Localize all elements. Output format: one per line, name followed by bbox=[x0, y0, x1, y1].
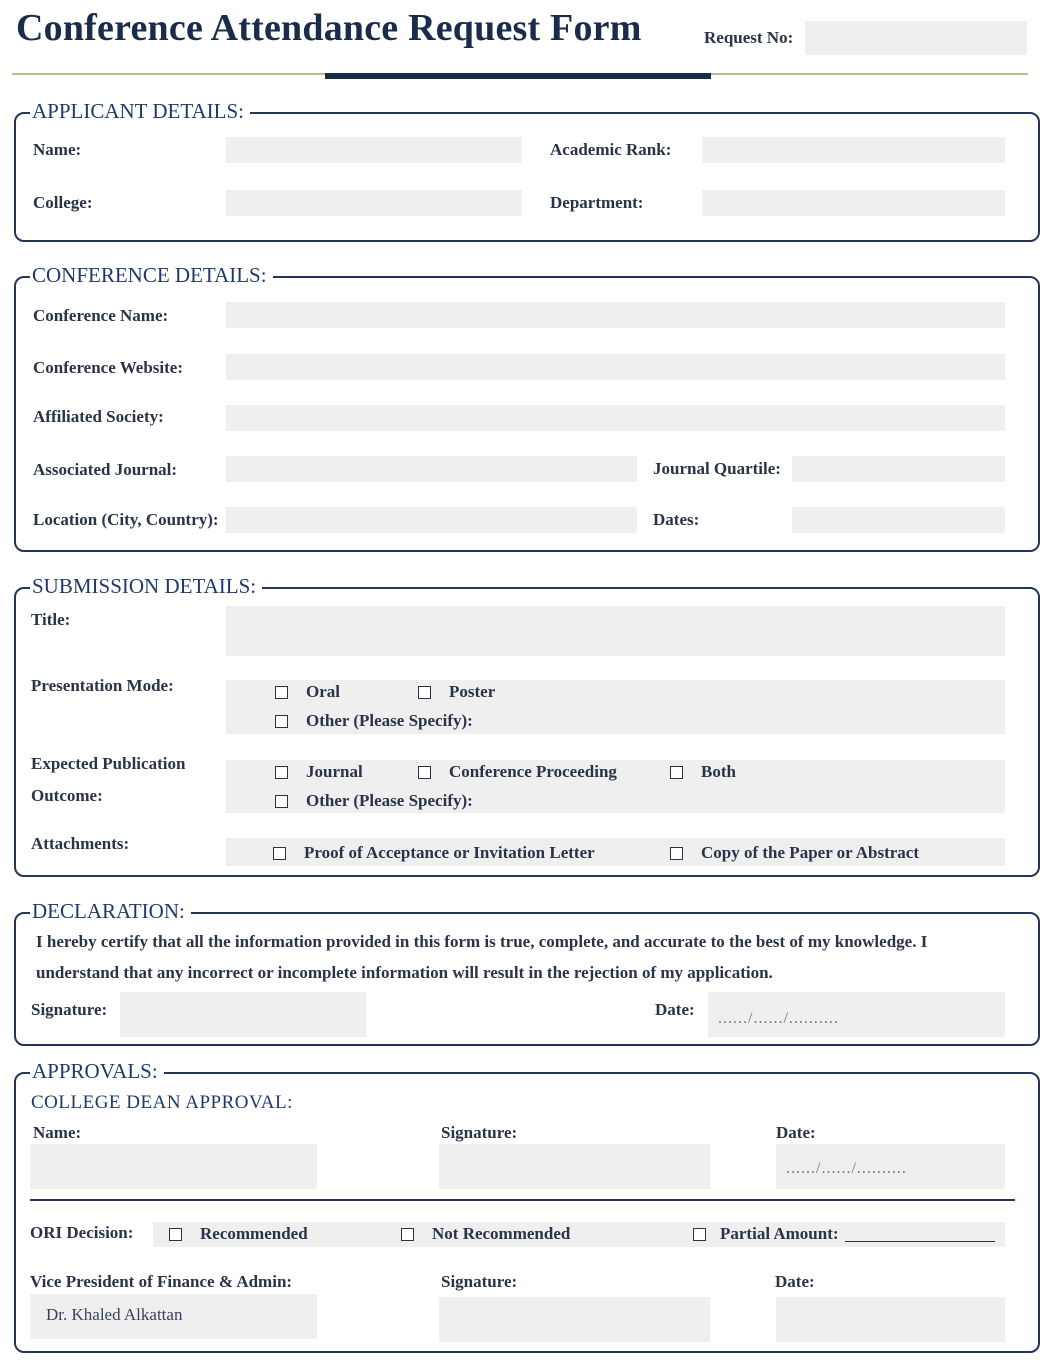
vp-date-field[interactable] bbox=[776, 1297, 1005, 1342]
option-oral[interactable]: Oral bbox=[275, 682, 340, 702]
checkbox-icon[interactable] bbox=[275, 715, 288, 728]
name-label: Name: bbox=[33, 140, 82, 159]
option-proof-of-acceptance[interactable]: Proof of Acceptance or Invitation Letter bbox=[273, 843, 595, 863]
dates-label: Dates: bbox=[653, 510, 700, 529]
associated-journal-field[interactable] bbox=[226, 456, 637, 482]
option-both[interactable]: Both bbox=[670, 762, 736, 782]
option-outcome-other[interactable]: Other (Please Specify): bbox=[275, 791, 473, 811]
approvals-divider bbox=[30, 1199, 1015, 1201]
department-label: Department: bbox=[550, 193, 644, 212]
academic-rank-field[interactable] bbox=[702, 137, 1005, 163]
location-label: Location (City, Country): bbox=[33, 510, 219, 529]
checkbox-icon[interactable] bbox=[418, 686, 431, 699]
publication-outcome-label-2: Outcome: bbox=[31, 786, 103, 805]
conference-website-field[interactable] bbox=[226, 354, 1005, 380]
declaration-signature-label: Signature: bbox=[31, 1000, 108, 1019]
option-journal[interactable]: Journal bbox=[275, 762, 363, 782]
associated-journal-label: Associated Journal: bbox=[33, 460, 178, 479]
affiliated-society-label: Affiliated Society: bbox=[33, 407, 164, 426]
declaration-heading: DECLARATION: bbox=[30, 899, 191, 924]
presentation-mode-label: Presentation Mode: bbox=[31, 676, 174, 695]
option-mode-other[interactable]: Other (Please Specify): bbox=[275, 711, 473, 731]
dean-signature-field[interactable] bbox=[439, 1144, 710, 1189]
checkbox-icon[interactable] bbox=[670, 766, 683, 779]
name-field[interactable] bbox=[226, 137, 522, 163]
dates-field[interactable] bbox=[792, 507, 1005, 533]
dean-date-label: Date: bbox=[776, 1123, 816, 1142]
request-no-field[interactable] bbox=[805, 21, 1027, 55]
checkbox-icon[interactable] bbox=[275, 766, 288, 779]
journal-quartile-label: Journal Quartile: bbox=[653, 459, 781, 478]
option-copy-of-paper[interactable]: Copy of the Paper or Abstract bbox=[670, 843, 919, 863]
conference-heading: CONFERENCE DETAILS: bbox=[30, 263, 273, 288]
submission-heading: SUBMISSION DETAILS: bbox=[30, 574, 262, 599]
checkbox-icon[interactable] bbox=[670, 847, 683, 860]
checkbox-icon[interactable] bbox=[401, 1228, 414, 1241]
dean-date-placeholder: ....../....../.......... bbox=[786, 1160, 907, 1177]
title-label: Title: bbox=[31, 610, 71, 629]
vp-signature-field[interactable] bbox=[439, 1297, 710, 1342]
partial-amount-line[interactable] bbox=[845, 1227, 995, 1242]
journal-quartile-field[interactable] bbox=[792, 456, 1005, 482]
option-poster[interactable]: Poster bbox=[418, 682, 495, 702]
conference-name-field[interactable] bbox=[226, 302, 1005, 328]
vp-signature-label: Signature: bbox=[441, 1272, 518, 1291]
college-label: College: bbox=[33, 193, 93, 212]
option-partial-amount[interactable]: Partial Amount: bbox=[693, 1224, 995, 1244]
vp-name-value: Dr. Khaled Alkattan bbox=[46, 1305, 183, 1324]
dean-name-field[interactable] bbox=[30, 1144, 317, 1189]
option-conference-proceeding[interactable]: Conference Proceeding bbox=[418, 762, 617, 782]
declaration-text: I hereby certify that all the information provided in this form is true, complete, and accurate to the best of my knowledge. I understand that any incorrect or incomplete information will result in the rejection of my application. bbox=[36, 932, 928, 982]
checkbox-icon[interactable] bbox=[273, 847, 286, 860]
checkbox-icon[interactable] bbox=[275, 686, 288, 699]
request-no-label: Request No: bbox=[704, 28, 794, 47]
dean-name-label: Name: bbox=[33, 1123, 82, 1142]
checkbox-icon[interactable] bbox=[169, 1228, 182, 1241]
department-field[interactable] bbox=[702, 190, 1005, 216]
title-field[interactable] bbox=[226, 606, 1005, 656]
vp-finance-label: Vice President of Finance & Admin: bbox=[30, 1272, 293, 1291]
checkbox-icon[interactable] bbox=[418, 766, 431, 779]
academic-rank-label: Academic Rank: bbox=[550, 140, 672, 159]
declaration-signature-field[interactable] bbox=[120, 992, 366, 1037]
publication-outcome-label: Expected Publication bbox=[31, 754, 186, 773]
checkbox-icon[interactable] bbox=[275, 795, 288, 808]
conference-name-label: Conference Name: bbox=[33, 306, 169, 325]
declaration-date-placeholder: ....../....../.......... bbox=[718, 1010, 839, 1027]
location-field[interactable] bbox=[226, 507, 637, 533]
affiliated-society-field[interactable] bbox=[226, 405, 1005, 431]
option-not-recommended[interactable]: Not Recommended bbox=[401, 1224, 570, 1244]
applicant-heading: APPLICANT DETAILS: bbox=[30, 99, 250, 124]
declaration-date-label: Date: bbox=[655, 1000, 695, 1019]
option-recommended[interactable]: Recommended bbox=[169, 1224, 308, 1244]
conference-website-label: Conference Website: bbox=[33, 358, 183, 377]
header-accent-bar bbox=[325, 73, 711, 79]
checkbox-icon[interactable] bbox=[693, 1228, 706, 1241]
dean-signature-label: Signature: bbox=[441, 1123, 518, 1142]
dean-approval-heading: COLLEGE DEAN APPROVAL: bbox=[31, 1092, 293, 1113]
attachments-label: Attachments: bbox=[31, 834, 130, 853]
college-field[interactable] bbox=[226, 190, 522, 216]
page-title: Conference Attendance Request Form bbox=[16, 7, 642, 49]
ori-decision-label: ORI Decision: bbox=[30, 1223, 134, 1242]
applicant-section bbox=[14, 112, 1040, 242]
approvals-heading: APPROVALS: bbox=[30, 1059, 164, 1084]
vp-date-label: Date: bbox=[775, 1272, 815, 1291]
